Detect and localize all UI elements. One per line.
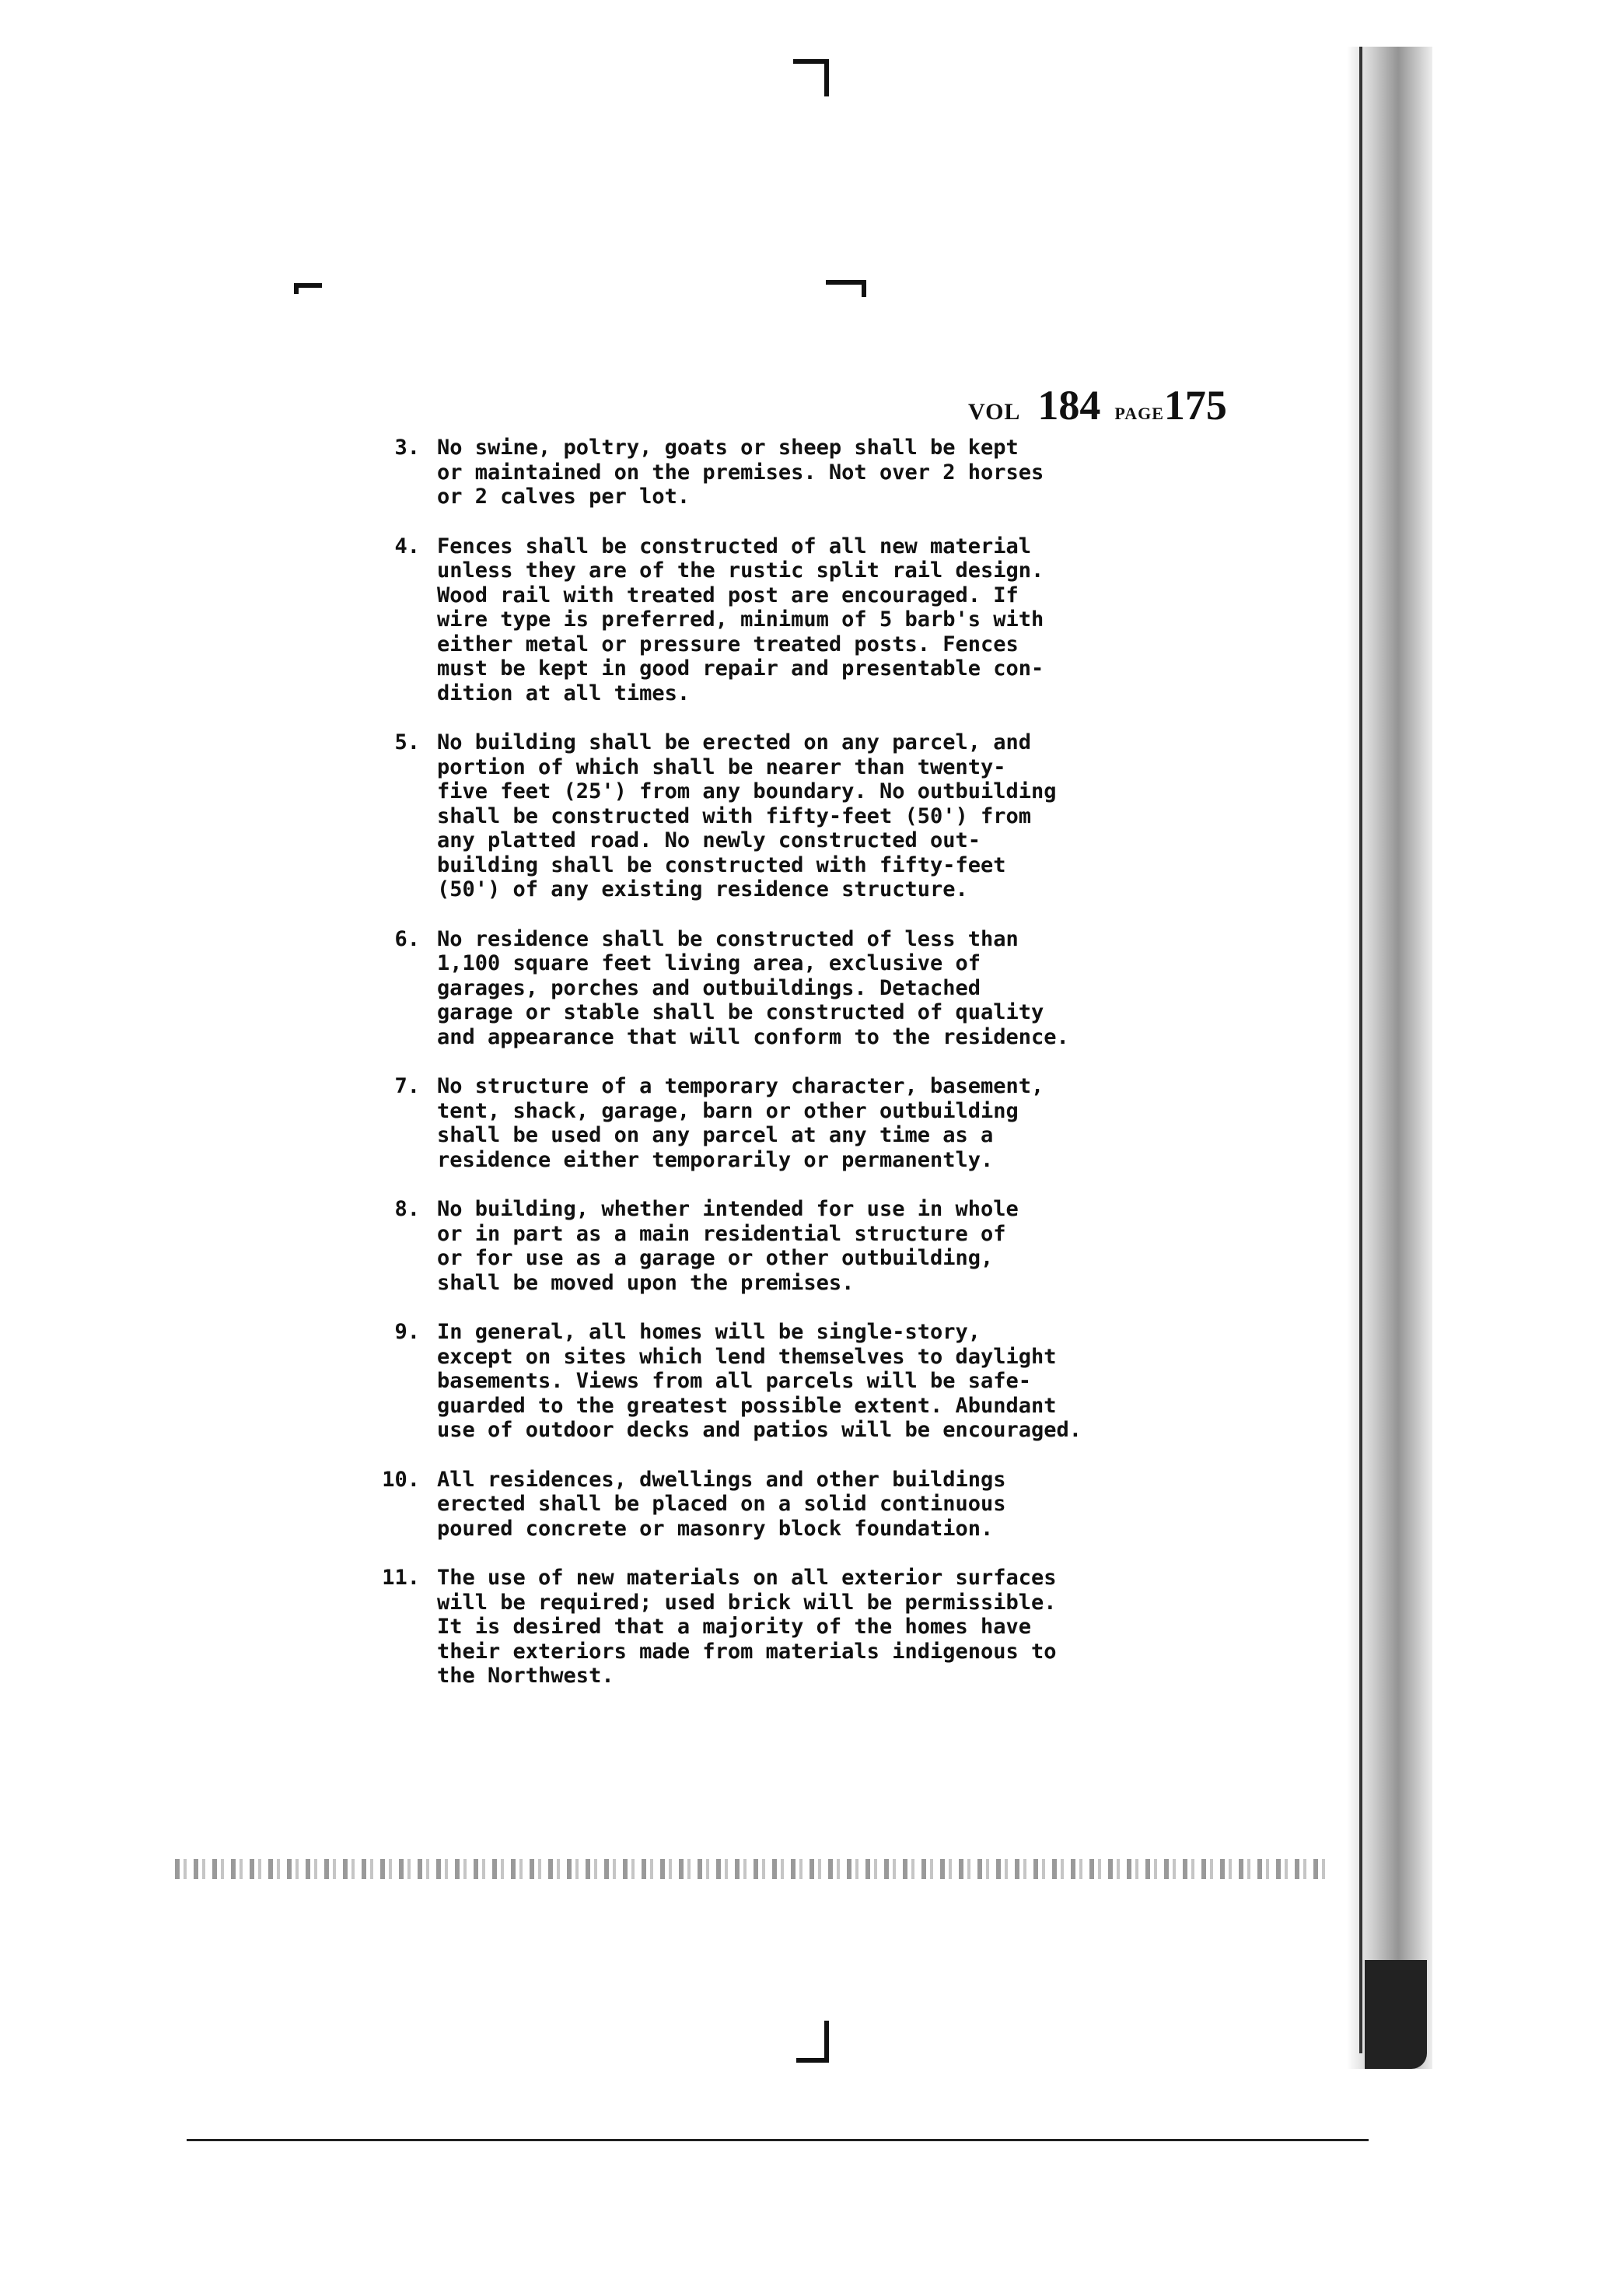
text-line: their exteriors made from materials indigenous to [437,1639,1057,1664]
text-line: basements. Views from all parcels will be safe- [437,1369,1032,1393]
vol-number: 184 [1037,382,1101,429]
text-line: poured concrete or masonry block foundation. [437,1516,994,1541]
text-line: residence either temporarily or permanently. [437,1147,994,1172]
text-line: garage or stable shall be constructed of quality [437,1000,1044,1024]
item-number: 11. [382,1566,420,1590]
covenant-item [373,1197,1338,1295]
text-line: It is desired that a majority of the homes have [437,1615,1032,1639]
page-number: 175 [1163,382,1227,429]
item-number: 5. [394,730,420,754]
covenant-item [373,927,1338,1050]
text-line: shall be constructed with fifty-feet (50') from [437,803,1032,828]
text-line: guarded to the greatest possible extent. Abundant [437,1393,1057,1418]
text-line: No building shall be erected on any parcel, and [437,730,1032,754]
text-line: garages, porches and outbuildings. Detached [437,975,981,1000]
text-line: dition at all times. [437,681,691,705]
text-line: No swine, poltry, goats or sheep shall be kept [437,436,1019,460]
text-line: The use of new materials on all exterior surfaces [437,1566,1057,1590]
item-text [437,1468,1338,1542]
text-line: erected shall be placed on a solid continuous [437,1492,1006,1516]
item-text [437,927,1338,1050]
text-line: any platted road. No newly constructed out- [437,828,981,852]
item-number: 3. [394,436,420,460]
volume-page-stamp [968,381,1227,429]
text-line: must be kept in good repair and presentable con- [437,656,1044,681]
text-line: or maintained on the premises. Not over 2 horses [437,460,1044,485]
item-number: 6. [394,926,420,951]
covenant-item [373,534,1338,706]
scan-edge-line [1359,47,1362,2053]
covenant-item [373,436,1338,509]
text-line: unless they are of the rustic split rail design. [437,558,1044,583]
item-text [437,1566,1338,1689]
text-line: and appearance that will conform to the residence. [437,1024,1069,1049]
text-line: All residences, dwellings and other buildings [437,1467,1006,1492]
covenant-item [373,1468,1338,1542]
scan-edge-corner [1365,1960,1427,2069]
item-number: 10. [382,1467,420,1492]
item-text [437,436,1338,509]
text-line: No residence shall be constructed of less than [437,926,1019,951]
text-line: except on sites which lend themselves to daylight [437,1344,1057,1369]
item-text [437,1320,1338,1443]
text-line: or in part as a main residential structure of [437,1221,1006,1246]
text-line: wire type is preferred, minimum of 5 barb's with [437,607,1044,632]
item-text [437,534,1338,706]
text-line: (50') of any existing residence structure. [437,877,968,901]
covenant-item [373,1320,1338,1443]
item-number: 7. [394,1074,420,1098]
covenant-item [373,730,1338,902]
text-line: will be required; used brick will be permissible. [437,1590,1057,1615]
text-line: Wood rail with treated post are encouraged. If [437,583,1019,607]
text-line: tent, shack, garage, barn or other outbuilding [437,1098,1019,1123]
text-line: No building, whether intended for use in whole [437,1197,1019,1221]
text-line: or 2 calves per lot. [437,485,691,509]
text-line: either metal or pressure treated posts. Fences [437,632,1019,656]
covenant-item [373,1074,1338,1172]
text-line: the Northwest. [437,1664,614,1688]
item-text [437,730,1338,902]
text-line: building shall be constructed with fifty-feet [437,852,1006,877]
text-line: No structure of a temporary character, basement, [437,1074,1044,1098]
covenant-list [373,436,1338,1713]
covenant-item [373,1566,1338,1689]
text-line: portion of which shall be nearer than twenty- [437,754,1006,779]
item-number: 4. [394,534,420,558]
vol-label: VOL [968,399,1021,425]
text-line: or for use as a garage or other outbuilding, [437,1246,994,1270]
item-number: 8. [394,1197,420,1221]
text-line: shall be moved upon the premises. [437,1270,855,1295]
page-label: PAGE [1114,404,1164,423]
item-number: 9. [394,1320,420,1344]
text-line: five feet (25') from any boundary. No outbuilding [437,779,1057,803]
scan-noise-band [175,1859,1326,1879]
text-line: 1,100 square feet living area, exclusive of [437,951,981,975]
text-line: Fences shall be constructed of all new material [437,534,1032,558]
bottom-rule [187,2139,1369,2141]
item-text [437,1074,1338,1172]
text-line: In general, all homes will be single-story, [437,1320,981,1344]
text-line: shall be used on any parcel at any time as a [437,1123,994,1147]
text-line: use of outdoor decks and patios will be encouraged. [437,1418,1082,1442]
item-text [437,1197,1338,1295]
